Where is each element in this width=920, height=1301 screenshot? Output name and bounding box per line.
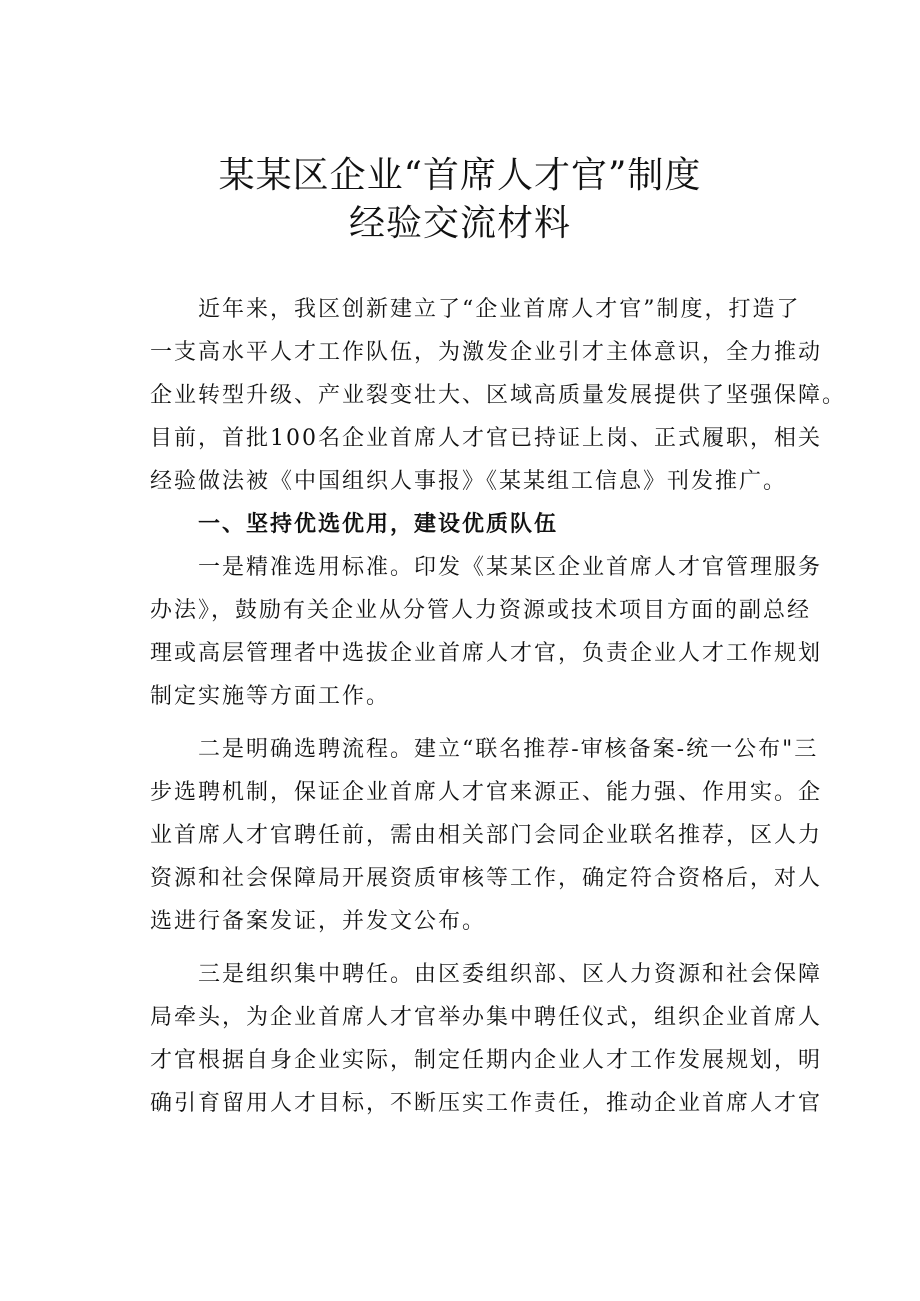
paragraph-line: 二是明确选聘流程。建立“联名推荐-审核备案-统一公布"三 — [198, 737, 819, 762]
paragraph-line: 业首席人才官聘任前，需由相关部门会同企业联名推荐，区人力 — [150, 823, 823, 848]
intro-line: 一支高水平人才工作队伍，为激发企业引才主体意识，全力推动 — [150, 340, 823, 365]
document-title — [0, 152, 920, 248]
section-heading-1: 一、坚持优选优用，建设优质队伍 — [198, 512, 559, 537]
paragraph-line: 资源和社会保障局开展资质审核等工作，确定符合资格后，对人 — [150, 866, 823, 891]
intro-line: 目前，首批100名企业首席人才官已持证上岗、正式履职，相关 — [150, 426, 822, 451]
document-body — [150, 288, 847, 1125]
title-line-1: 某某区企业“首席人才官”制度 — [218, 155, 702, 196]
paragraph-line: 制定实施等方面工作。 — [150, 684, 391, 709]
paragraph-selection-process — [150, 728, 823, 943]
paragraph-selection-standard — [150, 546, 823, 718]
paragraph-line: 才官根据自身企业实际，制定任期内企业人才工作发展规划，明 — [150, 1048, 823, 1073]
intro-paragraph — [150, 288, 847, 503]
paragraph-line: 一是精准选用标准。印发《某某区企业首席人才官管理服务 — [198, 555, 823, 580]
paragraph-line: 步选聘机制，保证企业首席人才官来源正、能力强、作用实。企 — [150, 780, 823, 805]
paragraph-line: 局牵头，为企业首席人才官举办集中聘任仪式，组织企业首席人 — [150, 1005, 823, 1030]
paragraph-line: 理或高层管理者中选拔企业首席人才官，负责企业人才工作规划 — [150, 641, 823, 666]
paragraph-line: 三是组织集中聘任。由区委组织部、区人力资源和社会保障 — [198, 962, 823, 987]
paragraph-line: 选进行备案发证，并发文公布。 — [150, 909, 487, 934]
intro-line: 近年来，我区创新建立了“企业首席人才官”制度，打造了 — [198, 297, 801, 322]
paragraph-line: 确引育留用人才目标，不断压实工作责任，推动企业首席人才官 — [150, 1091, 823, 1116]
intro-line: 企业转型升级、产业裂变壮大、区域高质量发展提供了坚强保障。 — [150, 383, 847, 408]
intro-line: 经验做法被《中国组织人事报》《某某组工信息》刊发推广。 — [150, 469, 788, 494]
title-line-2: 经验交流材料 — [348, 203, 571, 244]
paragraph-appointment — [150, 953, 823, 1125]
paragraph-line: 办法》，鼓励有关企业从分管人力资源或技术项目方面的副总经 — [150, 598, 812, 623]
